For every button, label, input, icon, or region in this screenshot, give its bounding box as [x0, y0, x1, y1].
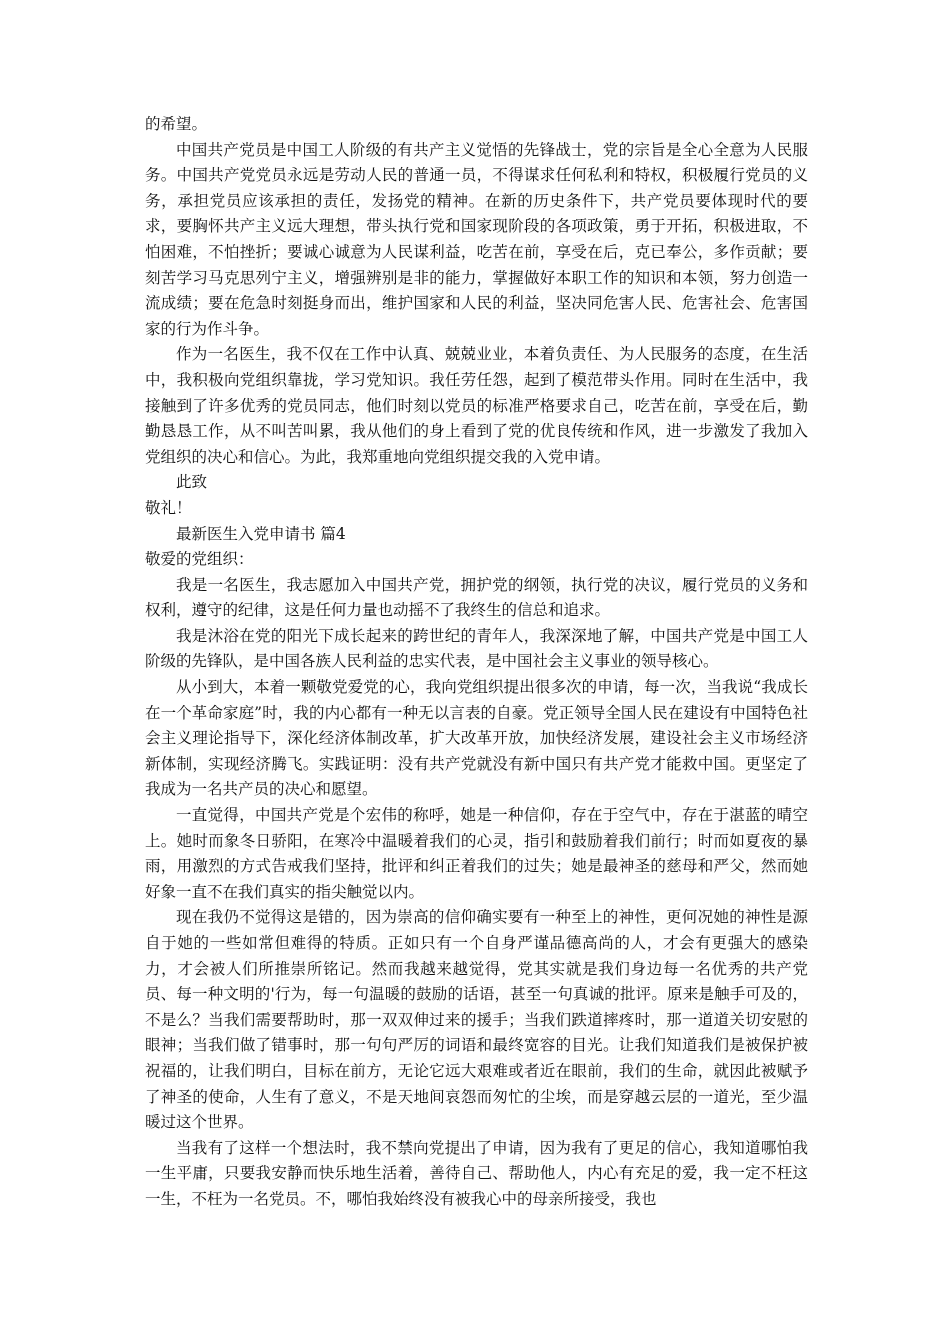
paragraph: 我是沐浴在党的阳光下成长起来的跨世纪的青年人，我深深地了解，中国共产党是中国工人阶级的先锋队，是中国各族人民利益的忠实代表，是中国社会主义事业的领导核心。 [145, 626, 808, 671]
greeting: 敬爱的党组织： [145, 550, 254, 569]
paragraph: 当我有了这样一个想法时，我不禁向党提出了申请，因为我有了更足的信心，我知道哪怕我一生平庸，只要我安静而快乐地生活着，善待自己、帮助他人，内心有充足的爱，我一定不枉这一生，不枉为一名党员。不，哪怕我始终没有被我心中的母亲所接受，我也 [145, 1138, 808, 1208]
section-title: 最新医生入党申请书 篇4 [176, 524, 346, 543]
paragraph: 从小到大，本着一颗敬党爱党的心，我向党组织提出很多次的申请，每一次，当我说“我成长在一个革命家庭”时，我的内心都有一种无以言表的自豪。党正领导全国人民在建设有中国特色社会主义理论指导下，深化经济体制改革，扩大改革开放，加快经济发展，建设社会主义市场经济新体制，实现经济腾飞。实践证明：没有共产党就没有新中国只有共产党才能救中国。更坚定了我成为一名共产员的决心和愿望。 [145, 678, 808, 799]
paragraph: 中国共产党员是中国工人阶级的有共产主义觉悟的先锋战士，党的宗旨是全心全意为人民服务。中国共产党党员永远是劳动人民的普通一员，不得谋求任何私利和特权，积极履行党员的义务，承担党员应该承担的责任，发扬党的精神。在新的历史条件下，共产党员要体现时代的要求，要胸怀共产主义远大理想，带头执行党和国家现阶段的各项政策，勇于开拓，积极进取，不怕困难，不怕挫折；要诚心诚意为人民谋利益，吃苦在前，享受在后，克已奉公，多作贡献；要刻苦学习马克思列宁主义，增强辨别是非的能力，掌握做好本职工作的知识和本领，努力创造一流成绩；要在危急时刻挺身而出，维护国家和人民的利益，坚决同危害人民、危害社会、危害国家的行为作斗争。 [145, 140, 808, 338]
paragraph: 的希望。 [145, 115, 208, 133]
document-body [145, 112, 808, 1213]
paragraph: 我是一名医生，我志愿加入中国共产党，拥护党的纲领，执行党的决议，履行党员的义务和权利，遵守的纪律，这是任何力量也动摇不了我终生的信总和追求。 [145, 575, 808, 620]
closing-salutation: 此致 [176, 473, 208, 492]
paragraph: 现在我仍不觉得这是错的，因为崇高的信仰确实要有一种至上的神性，更何况她的神性是源自于她的一些如常但难得的特质。正如只有一个自身严谨品德高尚的人，才会有更强大的感染力，才会被人们所推崇所铭记。然而我越来越觉得，党其实就是我们身边每一名优秀的共产党员、每一种文明的'行为，每一句温暖的鼓励的话语，甚至一句真诚的批评。原来是触手可及的，不是么？当我们需要帮助时，那一双双伸过来的援手；当我们跌道摔疼时，那一道道关切安慰的眼神；当我们做了错事时，那一句句严厉的词语和最终宽容的目光。让我们知道我们是被保护被祝福的，让我们明白，目标在前方，无论它远大艰难或者近在眼前，我们的生命，就因此被赋予了神圣的使命，人生有了意义，不是天地间哀怨而匆忙的尘埃，而是穿越云层的一道光，至少温暖过这个世界。 [145, 908, 808, 1132]
paragraph: 一直觉得，中国共产党是个宏伟的称呼，她是一种信仰，存在于空气中，存在于湛蓝的晴空上。她时而象冬日骄阳，在寒冷中温暖着我们的心灵，指引和鼓励着我们前行；时而如夏夜的暴雨，用激烈的方式告戒我们坚持，批评和纠正着我们的过失；她是最神圣的慈母和严父，然而她好象一直不在我们真实的指尖触觉以内。 [145, 806, 808, 901]
closing-respect: 敬礼！ [145, 498, 192, 517]
paragraph: 作为一名医生，我不仅在工作中认真、兢兢业业，本着负责任、为人民服务的态度，在生活中，我积极向党组织靠拢，学习党知识。我任劳任怨，起到了模范带头作用。同时在生活中，我接触到了许多优秀的党员同志，他们时刻以党员的标准严格要求自己，吃苦在前，享受在后，勤勤恳恳工作，从不叫苦叫累，我从他们的身上看到了党的优良传统和作风，进一步激发了我加入党组织的决心和信心。为此，我郑重地向党组织提交我的入党申请。 [145, 345, 808, 466]
